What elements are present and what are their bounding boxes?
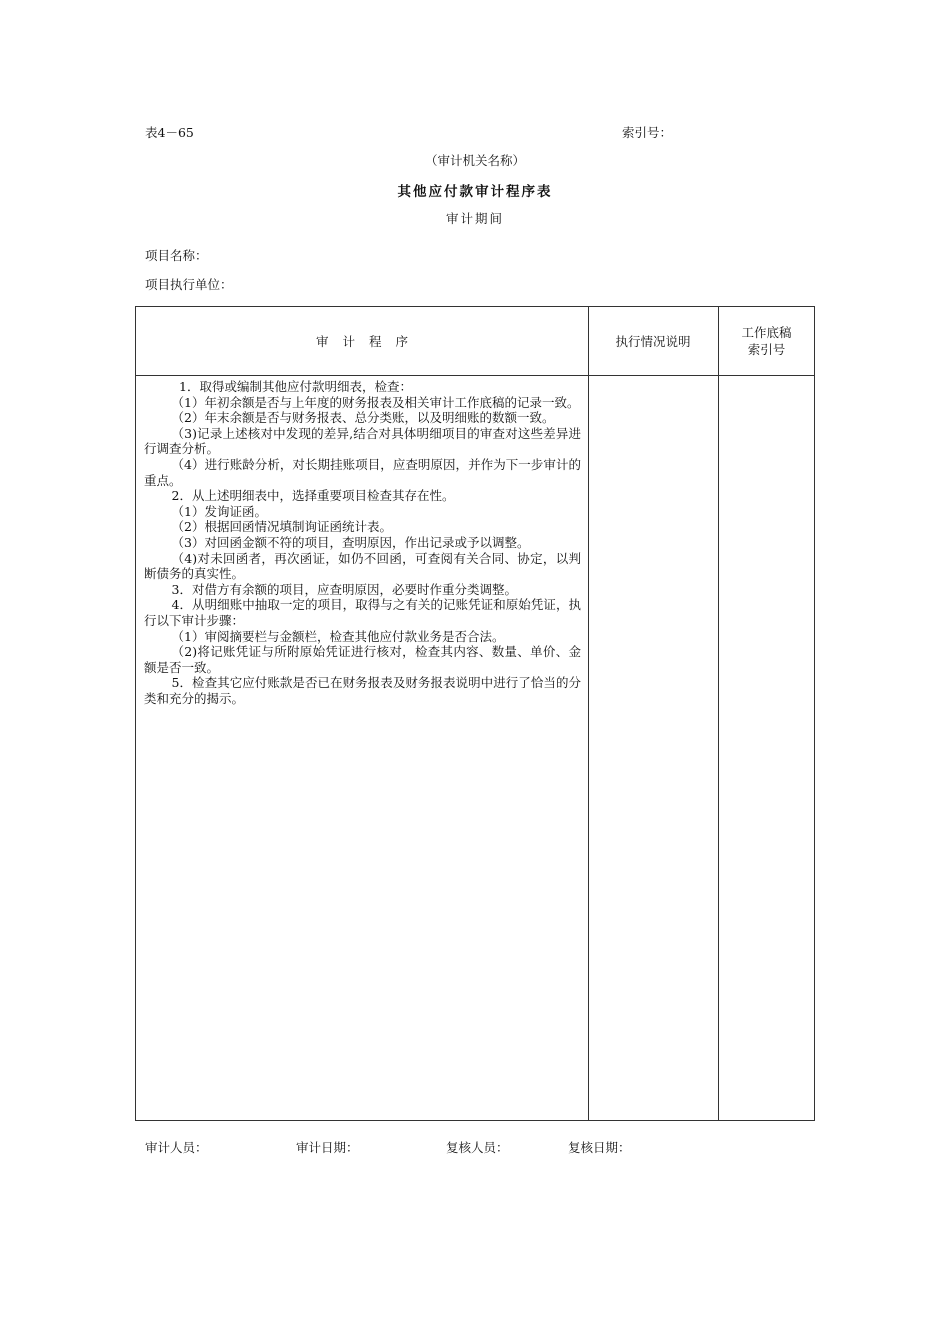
procedure-step: （1）年初余额是否与上年度的财务报表及相关审计工作底稿的记录一致。 (171, 394, 580, 410)
procedure-step: （2)将记账凭证与所附原始凭证进行核对，检查其内容、数量、单价、金额是否一致。 (144, 644, 581, 675)
procedure-step: （3）对回函金额不符的项目，查明原因，作出记录或予以调整。 (171, 534, 530, 550)
column-divider (718, 307, 719, 1120)
audit-period: 审计期间 (445, 211, 504, 226)
agency-name: （审计机关名称） (424, 153, 525, 168)
audit-procedure-table (135, 306, 815, 1121)
procedure-step: 4．从明细账中抽取一定的项目，取得与之有关的记账凭证和原始凭证，执行以下审计步骤： (144, 597, 581, 628)
procedure-step: （2）根据回函情况填制询证函统计表。 (171, 519, 392, 535)
procedure-step: （1）发询证函。 (171, 503, 267, 519)
procedure-step: 1．取得或编制其他应付款明细表，检查： (179, 379, 412, 394)
auditor-label: 审计人员： (145, 1140, 208, 1155)
column-divider (588, 307, 589, 1120)
column-header-workpaper-index-text: 工作底稿索引号 (741, 325, 792, 357)
index-number-label: 索引号： (622, 125, 673, 140)
header-divider (136, 375, 814, 376)
procedure-step: （3)记录上述核对中发现的差异,结合对具体明细项目的审查对这些差异进行调查分析。 (144, 425, 581, 457)
procedure-step: （4）进行账龄分析，对长期挂账项目，应查明原因，并作为下一步审计的重点。 (144, 456, 581, 488)
column-header-execution-notes: 执行情况说明 (615, 333, 691, 349)
procedure-step: （4)对未回函者，再次函证，如仍不回函，可查阅有关合同、协定，以判断债务的真实性。 (144, 550, 581, 582)
procedure-step: （2）年末余额是否与财务报表、总分类账，以及明细账的数额一致。 (171, 410, 555, 426)
procedure-steps (144, 379, 581, 706)
column-header-procedure: 审计程序 (315, 333, 422, 349)
project-name-label: 项目名称： (145, 248, 208, 263)
column-header-workpaper-index (718, 307, 815, 375)
procedure-step: （1）审阅摘要栏与金额栏，检查其他应付款业务是否合法。 (171, 628, 505, 644)
procedure-step: 5．检查其它应付账款是否已在财务报表及财务报表说明中进行了恰当的分类和充分的揭示。 (144, 675, 581, 706)
audit-date-label: 审计日期： (296, 1140, 359, 1155)
table-number: 表4－65 (145, 125, 194, 140)
document-title: 其他应付款审计程序表 (397, 184, 553, 200)
reviewer-label: 复核人员： (446, 1140, 509, 1155)
project-unit-label: 项目执行单位： (145, 277, 233, 292)
review-date-label: 复核日期： (568, 1140, 631, 1155)
procedure-step: 2．从上述明细表中，选择重要项目检查其存在性。 (171, 488, 455, 504)
procedure-step: 3．对借方有余额的项目，应查明原因，必要时作重分类调整。 (171, 581, 517, 597)
